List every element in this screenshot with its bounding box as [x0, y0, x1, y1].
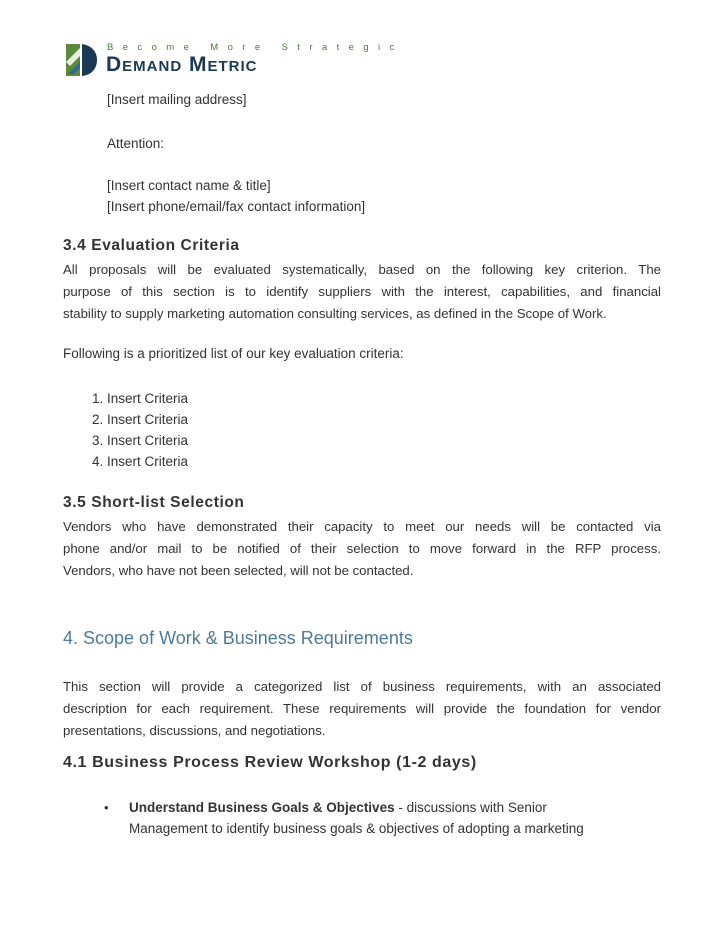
heading-3-5: 3.5 Short-list Selection: [63, 494, 245, 511]
heading-4: 4. Scope of Work & Business Requirements: [63, 628, 413, 648]
bullet-desc: - discussions with Senior: [394, 800, 547, 815]
paragraph-line: description for each requirement. These requirements will provide the foundation for vendor: [63, 701, 661, 716]
attention-label: Attention:: [107, 136, 165, 151]
bullet-title: Understand Business Goals & Objectives: [129, 800, 395, 815]
contact-info: [Insert phone/email/fax contact information]: [107, 199, 366, 214]
paragraph-3-4: [63, 259, 661, 325]
bullet-line-2: Management to identify business goals & objectives of adopting a marketing: [129, 821, 584, 836]
paragraph-line: Vendors who have demonstrated their capacity to meet our needs will be contacted via: [63, 519, 661, 534]
bullet-icon: •: [104, 800, 109, 815]
demand-metric-logo: [64, 40, 404, 80]
paragraph-3-5: [63, 516, 661, 582]
paragraph-line: This section will provide a categorized list of business requirements, with an associated: [63, 679, 661, 694]
bullet-line-1: [129, 797, 547, 818]
criteria-list: [62, 388, 188, 472]
logo-mark-icon: [64, 42, 98, 78]
list-item: 3. Insert Criteria: [107, 430, 188, 451]
logo-tagline: Become More Strategic: [107, 42, 404, 53]
heading-3-4: 3.4 Evaluation Criteria: [63, 237, 240, 254]
criteria-intro: Following is a prioritized list of our key evaluation criteria:: [63, 346, 404, 361]
logo-brand-name: Demand Metric: [106, 53, 258, 76]
paragraph-4: [63, 676, 661, 742]
mailing-address: [Insert mailing address]: [107, 92, 247, 107]
paragraph-line: phone and/or mail to be notified of their selection to move forward in the RFP process.: [63, 541, 661, 556]
paragraph-line: presentations, discussions, and negotiations.: [63, 723, 326, 738]
list-item: 2. Insert Criteria: [107, 409, 188, 430]
list-item: 1. Insert Criteria: [107, 388, 188, 409]
list-item: 4. Insert Criteria: [107, 451, 188, 472]
paragraph-line: stability to supply marketing automation consulting services, as defined in the Scope of Work.: [63, 306, 607, 321]
contact-name-title: [Insert contact name & title]: [107, 178, 271, 193]
paragraph-line: purpose of this section is to identify suppliers with the interest, capabilities, and financial: [63, 284, 661, 299]
heading-4-1: 4.1 Business Process Review Workshop (1-2 days): [63, 754, 477, 771]
paragraph-line: All proposals will be evaluated systematically, based on the following key criterion. The: [63, 262, 661, 277]
paragraph-line: Vendors, who have not been selected, will not be contacted.: [63, 563, 414, 578]
